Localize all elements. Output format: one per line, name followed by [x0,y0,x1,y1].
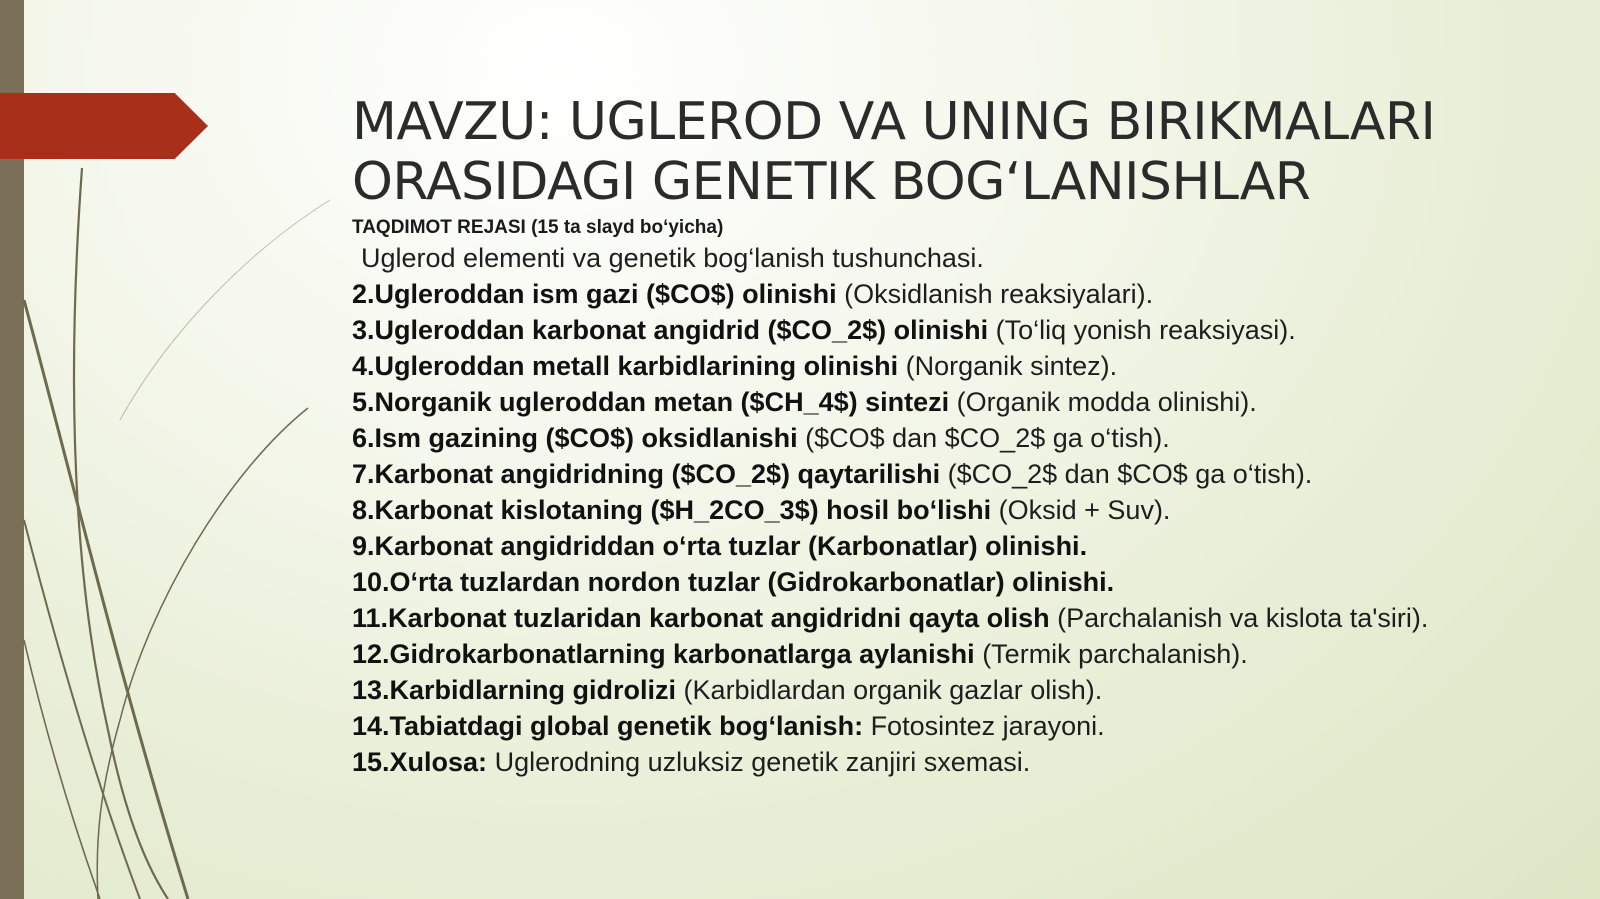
plan-item-note: (Oksid + Suv). [991,495,1171,525]
plan-item [352,564,1552,600]
plan-item [352,456,1552,492]
plan-item-note: ($CO_2$ dan $CO$ ga o‘tish). [940,459,1313,489]
slide-content [352,92,1552,780]
plan-item-note: ($CO$ dan $CO_2$ ga o‘tish). [797,423,1170,453]
plan-intro-item: Uglerod elementi va genetik bog‘lanish tushunchasi. [361,243,984,273]
plan-item-heading: 3.Ugleroddan karbonat angidrid ($CO_2$) olinishi [352,315,989,345]
plan-item-heading: 7.Karbonat angidridning ($CO_2$) qaytarilishi [352,459,941,489]
plan-item-heading: 10.O‘rta tuzlardan nordon tuzlar (Gidrokarbonatlar) olinishi. [352,567,1115,597]
plan-item-note: (Norganik sintez). [898,351,1118,381]
plan-item-heading: 4.Ugleroddan metall karbidlarining olinishi [352,351,899,381]
plan-item-heading: 8.Karbonat kislotaning ($H_2CO_3$) hosil bo‘lishi [352,495,992,525]
plan-item-note: (Parchalanish va kislota ta'siri). [1049,603,1429,633]
plan-item [352,708,1552,744]
plan-item [352,312,1552,348]
plan-item-note: Fotosintez jarayoni. [863,711,1105,741]
plan-item [352,744,1552,780]
plan-item-heading: 6.Ism gazining ($CO$) oksidlanishi [352,423,798,453]
plan-list [352,276,1552,780]
plan-item-heading: 12.Gidrokarbonatlarning karbonatlarga aylanishi [352,639,975,669]
plan-item-note: (Termik parchalanish). [974,639,1248,669]
plan-item [352,528,1552,564]
plan-item-heading: 15.Xulosa: [352,747,488,777]
plan-item-note: (Karbidlardan organik gazlar olish). [676,675,1103,705]
title-accent-arrow [0,93,208,159]
plan-item-heading: 13.Karbidlarning gidrolizi [352,675,677,705]
slide-title: MAVZU: UGLEROD VA UNING BIRIKMALARI ORASIDAGI GENETIK BOG‘LANISHLAR [352,92,1436,212]
plan-item-heading: 11.Karbonat tuzlaridan karbonat angidridni qayta olish [352,603,1050,633]
plan-item-heading: 5.Norganik ugleroddan metan ($CH_4$) sintezi [352,387,950,417]
plan-item-heading: 2.Ugleroddan ism gazi ($CO$) olinishi [352,279,837,309]
plan-item-note: (Organik modda olinishi). [949,387,1257,417]
plan-item-heading: 9.Karbonat angidriddan o‘rta tuzlar (Karbonatlar) olinishi. [352,531,1088,561]
plan-item [352,348,1552,384]
plan-item-note: (Oksidlanish reaksiyalari). [836,279,1154,309]
plan-item [352,420,1552,456]
plan-item [352,672,1552,708]
plan-subtitle: TAQDIMOT REJASI (15 ta slayd bo‘yicha) [352,217,724,238]
plan-item-note: Uglerodning uzluksiz genetik zanjiri sxemasi. [487,747,1031,777]
plan-item-heading: 14.Tabiatdagi global genetik bog‘lanish: [352,711,864,741]
plan-item [352,384,1552,420]
plan-item [352,636,1552,672]
plan-item-note: (To‘liq yonish reaksiyasi). [988,315,1296,345]
plan-item [352,492,1552,528]
plan-item [352,276,1552,312]
plan-item [352,600,1552,636]
